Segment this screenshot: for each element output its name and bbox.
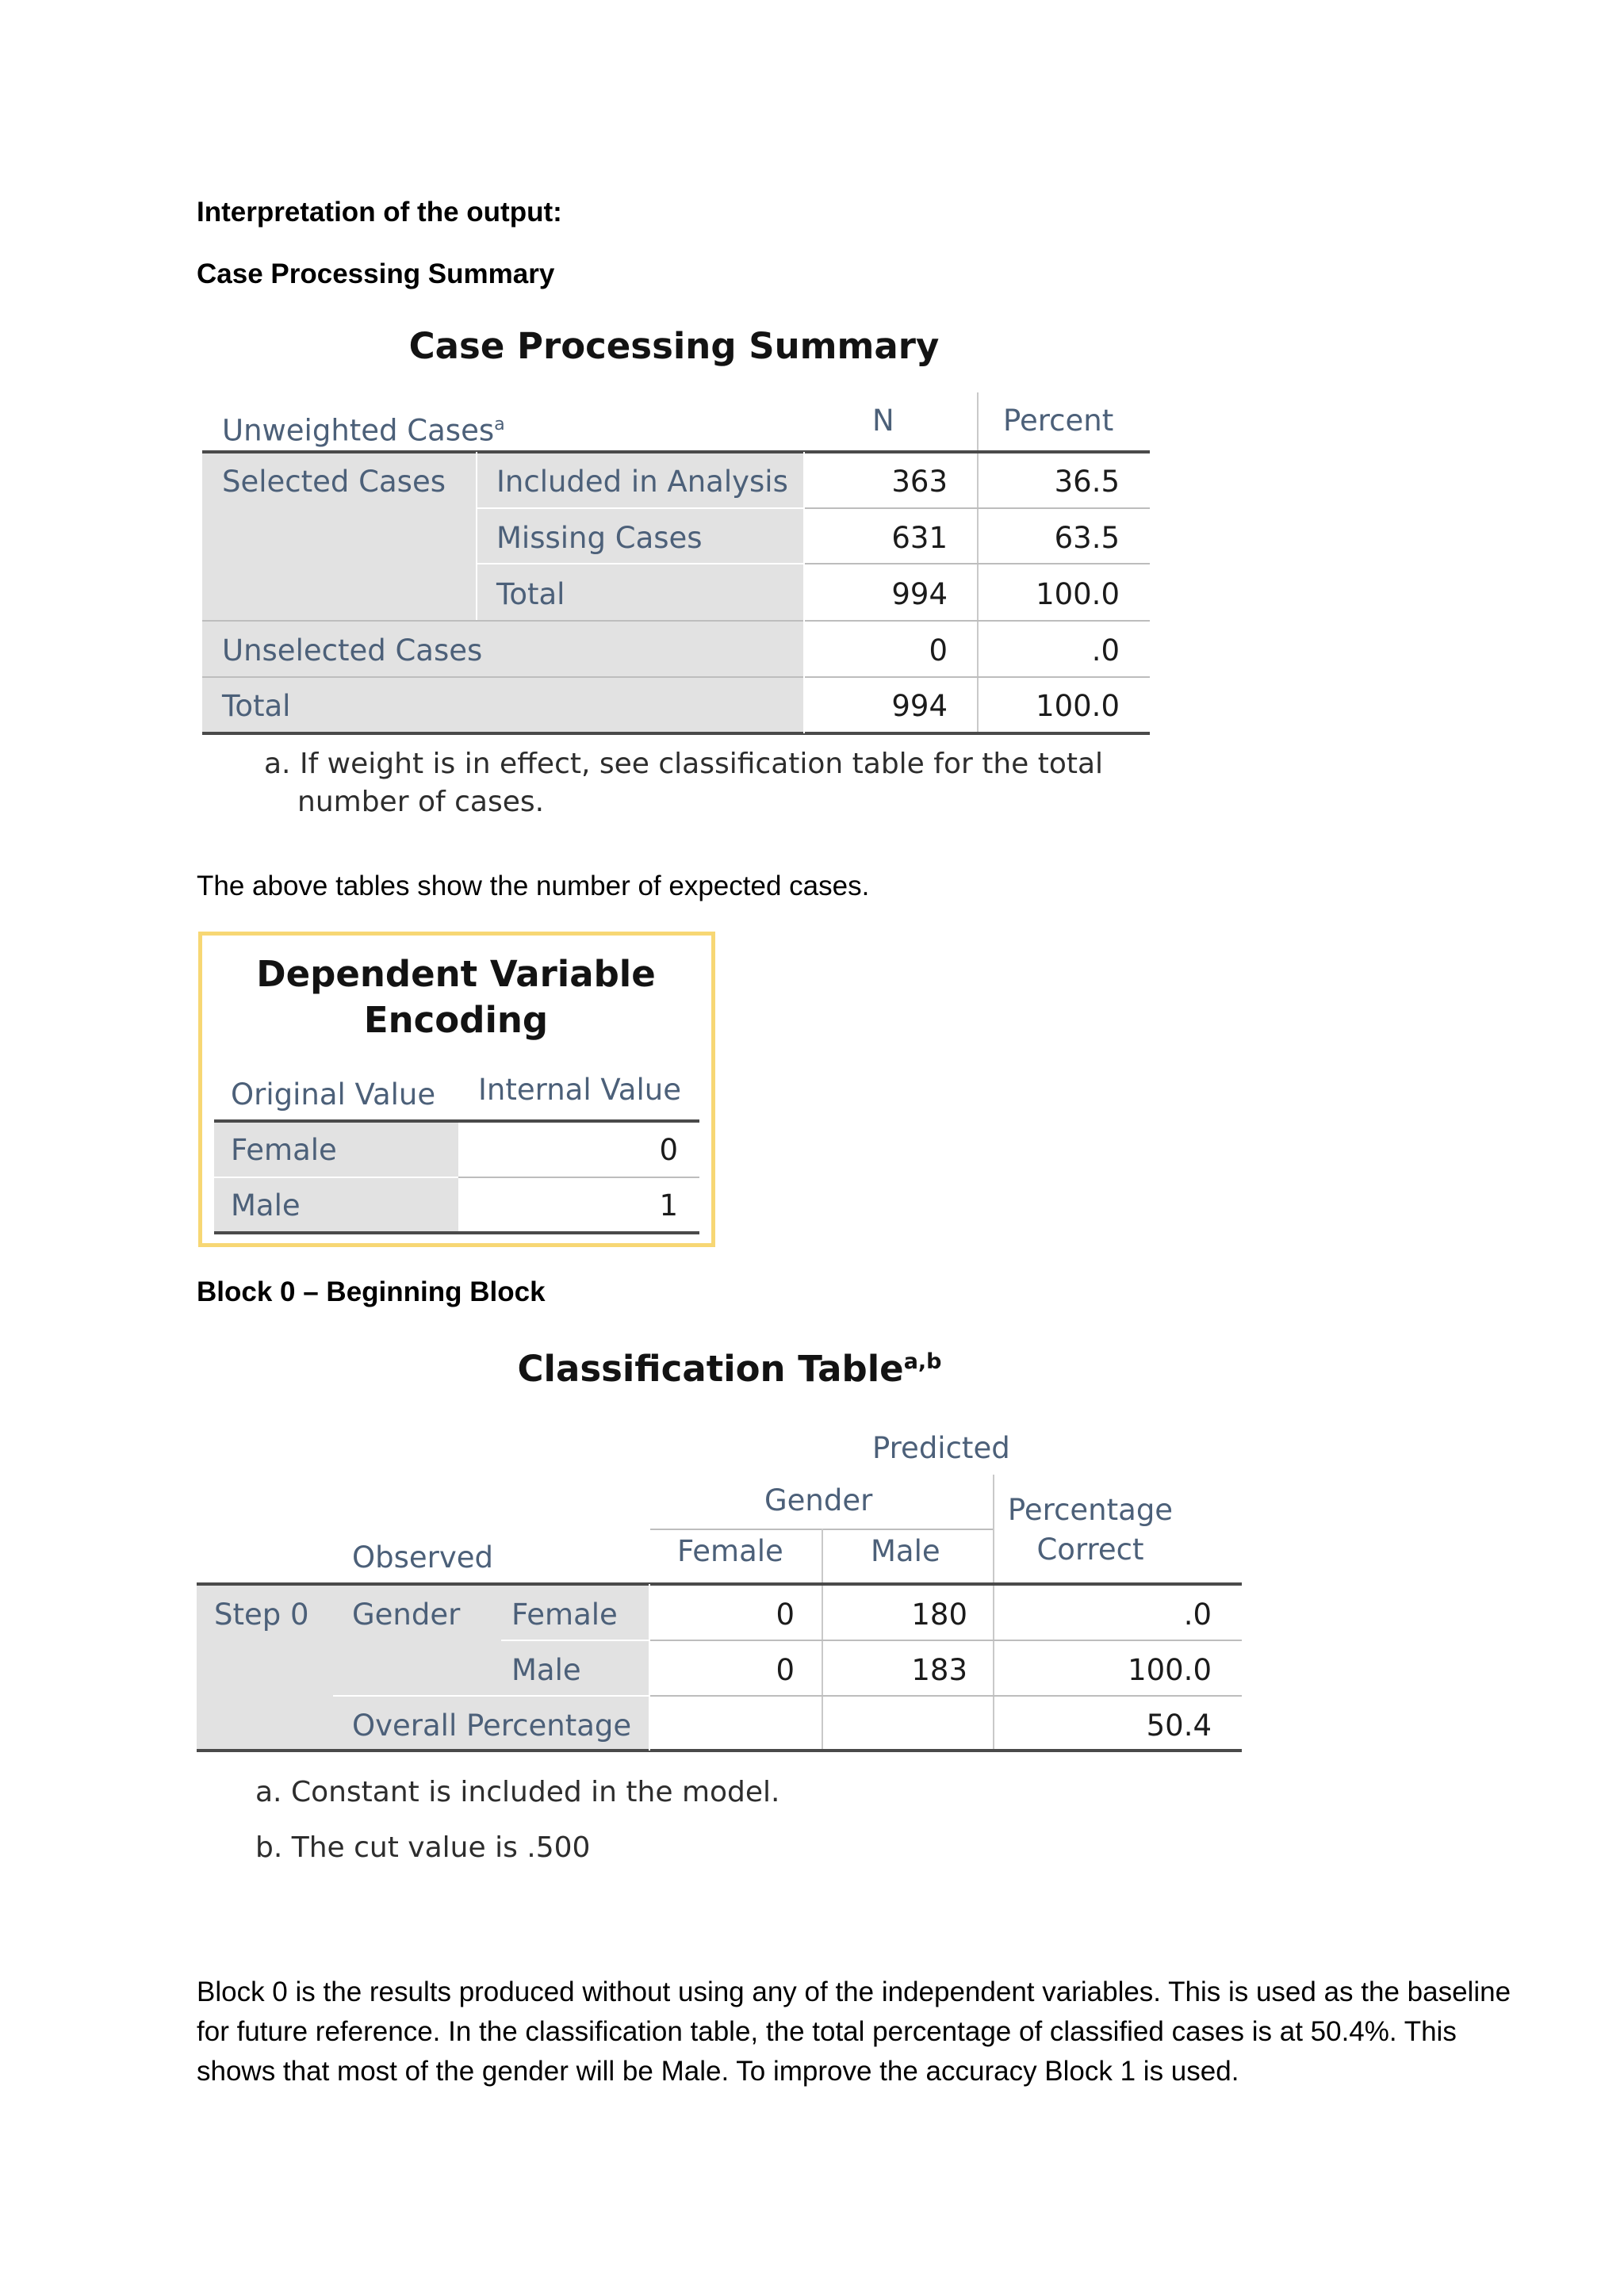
block0-paragraph: Block 0 is the results produced without using any of the independent variables. This is used as the baseline for future reference. In the classification table, the total percentage of classified cases is at 50.4%. This shows that most of the gender will be Male. To improve the accuracy Block 1 is used.	[197, 1976, 1511, 2087]
cell-pct-male: 100.0	[1128, 1653, 1212, 1687]
header-percentage-correct: Percentage Correct	[1007, 1493, 1174, 1567]
row-observed-male: Male	[511, 1653, 581, 1687]
case-processing-footnote: a. If weight is in effect, see classification table for the total number of cases.	[264, 748, 1104, 818]
encoding-original-female: Female	[231, 1133, 337, 1167]
cell-n-missing: 631	[891, 521, 948, 555]
header-n: N	[872, 404, 894, 438]
header-original-value: Original Value	[231, 1077, 436, 1112]
row-label-missing: Missing Cases	[496, 521, 703, 555]
cell-n-total-selected: 994	[891, 577, 948, 611]
row-gender: Gender	[352, 1598, 461, 1632]
header-observed: Observed	[352, 1540, 494, 1575]
expected-cases-text: The above tables show the number of expected cases.	[197, 871, 870, 901]
cell-n-included: 363	[891, 465, 948, 499]
case-processing-title: Case Processing Summary	[408, 325, 940, 367]
cell-pred-male-female: 0	[776, 1653, 795, 1687]
cell-pred-female-male: 180	[911, 1598, 967, 1632]
cell-pct-missing: 63.5	[1054, 521, 1120, 555]
header-percent: Percent	[1003, 404, 1114, 438]
cell-n-total: 994	[891, 689, 948, 723]
row-observed-female: Female	[511, 1598, 618, 1632]
cell-pred-male-male: 183	[911, 1653, 967, 1687]
header-gender: Gender	[764, 1483, 873, 1517]
row-overall-percentage: Overall Percentage	[352, 1709, 632, 1743]
row-label-total-selected: Total	[496, 577, 565, 611]
row-label-included: Included in Analysis	[496, 465, 788, 499]
encoding-internal-male: 1	[659, 1188, 678, 1223]
header-col-female: Female	[677, 1534, 783, 1568]
heading-case-processing: Case Processing Summary	[197, 258, 555, 289]
header-internal-value: Internal Value	[478, 1073, 681, 1107]
encoding-internal-female: 0	[659, 1133, 678, 1167]
classification-title: Classification Table$^{a,b}$	[517, 1348, 942, 1390]
cell-pct-total: 100.0	[1036, 689, 1120, 723]
header-col-male: Male	[871, 1534, 940, 1568]
cell-pct-total-selected: 100.0	[1036, 577, 1120, 611]
encoding-title: Dependent Variable Encoding	[256, 953, 656, 1041]
cell-pct-unselected: .0	[1091, 633, 1120, 668]
heading-block0: Block 0 – Beginning Block	[197, 1276, 546, 1307]
classification-footnotes: a. Constant is included in the model. b. The cut value is .500	[255, 1776, 780, 1864]
cell-n-unselected: 0	[929, 633, 948, 668]
row-group-total: Total	[222, 689, 291, 723]
cell-pct-female: .0	[1183, 1598, 1212, 1632]
encoding-original-male: Male	[231, 1188, 301, 1223]
row-group-selected-cases: Selected Cases	[222, 465, 446, 499]
heading-interpretation: Interpretation of the output:	[197, 197, 562, 228]
cell-pred-female-female: 0	[776, 1598, 795, 1632]
row-group-unselected: Unselected Cases	[222, 633, 483, 668]
row-step0: Step 0	[214, 1598, 309, 1632]
header-unweighted-cases: Unweighted Cases$^a$	[222, 413, 505, 448]
cell-pct-overall: 50.4	[1146, 1709, 1212, 1743]
cell-pct-included: 36.5	[1054, 465, 1120, 499]
header-predicted: Predicted	[872, 1431, 1010, 1465]
